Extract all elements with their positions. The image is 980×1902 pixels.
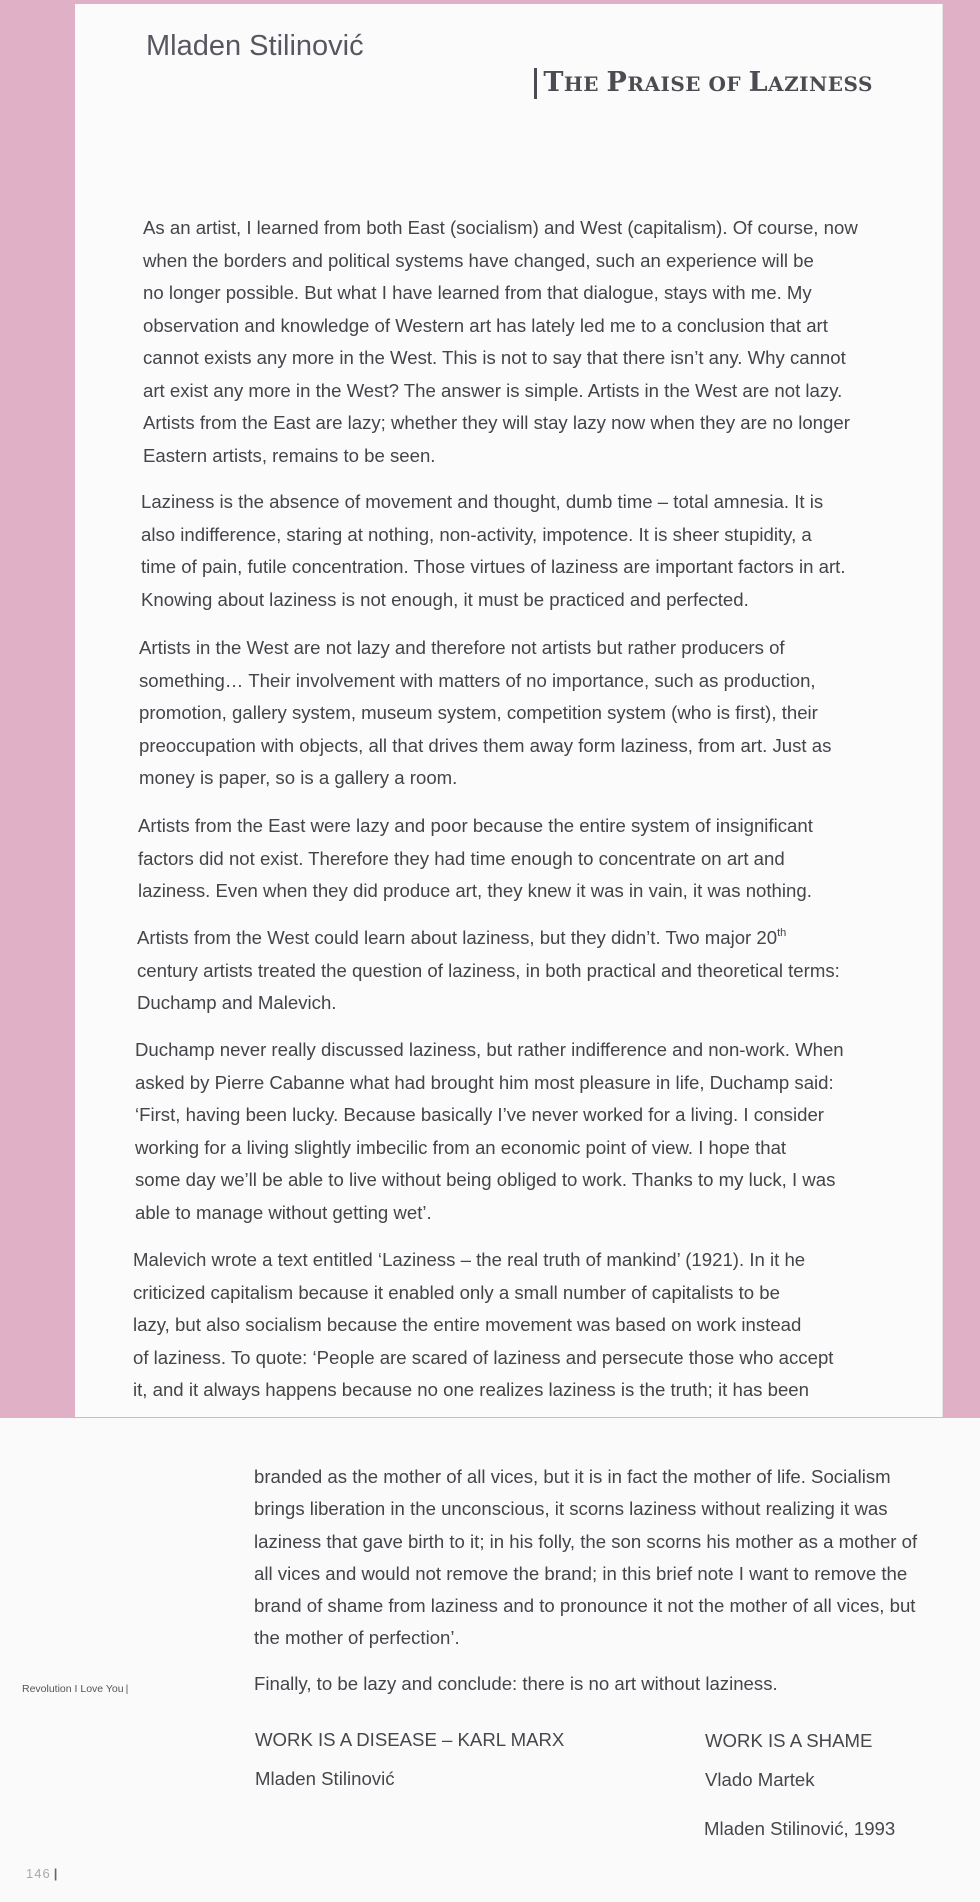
author-name: Mladen Stilinović [146,30,364,62]
paragraph-1: As an artist, I learned from both East (socialism) and West (capitalism). Of course, now when the borders and political systems have changed, such an experience will be no longer possible. But what I have learned from that dialogue, stays with me. My observation and knowledge of Western art has lately led me to a conclusion that art cannot exists any more in the West. This is not to say that there isn’t any. Why cannot art exist any more in the West? The answer is simple. Artists in the West are not lazy. Artists from the East are lazy; whether they will stay lazy now when they are no longer Eastern artists, remains to be seen. [143,217,858,466]
signature: Mladen Stilinović, 1993 [704,1818,896,1839]
page-number: 146 | [26,1866,59,1881]
paragraph-4: Artists from the East were lazy and poor because the entire system of insignificant factors did not exist. Therefore they had time enough to concentrate on art and laziness. Even when they did produce art, they knew it was in vain, it was nothing. [138,815,813,901]
paragraph-7: Malevich wrote a text entitled ‘Laziness – the real truth of mankind’ (1921). In it he criticized capitalism because it enabled only a small number of capitalists to be lazy, but also socialism because the entire movement was based on work instead of laziness. To quote: ‘People are scared of laziness and persecute those who accept it, and it always happens because no one realizes laziness is the truth; it has been [133,1249,834,1400]
slogan-left-author: Mladen Stilinović [255,1768,395,1789]
slogan-right-author: Vlado Martek [705,1769,815,1790]
paragraph-6: Duchamp never really discussed laziness, but rather indifference and non-work. When asked by Pierre Cabanne what had brought him most pleasure in life, Duchamp said: ‘First, having been lucky. Because basically I’ve never worked for a living. I consider working for a living slightly imbecilic from an economic point of view. I hope that some day we’ll be able to live without being obliged to work. Thanks to my luck, I was able to manage without getting wet’. [135,1039,844,1223]
slogan-left-title: WORK IS A DISEASE – KARL MARX [255,1729,565,1750]
paragraph-5: Artists from the West could learn about laziness, but they didn’t. Two major 20th century artists treated the question of laziness, in both practical and theoretical terms: Duchamp and Malevich. [137,927,840,1013]
slogan-right-title: WORK IS A SHAME [705,1730,873,1751]
final-line: Finally, to be lazy and conclude: there is no art without laziness. [254,1673,778,1694]
running-title: Revolution I Love You | [22,1683,129,1695]
continuation-paragraph: branded as the mother of all vices, but it is in fact the mother of life. Socialism brings liberation in the unconscious, it scorns laziness without realizing it was laziness that gave birth to it; in his folly, the son scorns his mother as a mother of all vices and would not remove the brand; in this brief note I want to remove the brand of shame from laziness and to pronounce it not the mother of all vices, but the mother of perfection’. [254,1466,918,1649]
essay-title: THE PRAISE OF LAZINESS [534,68,873,99]
paragraph-3: Artists in the West are not lazy and therefore not artists but rather producers of something… Their involvement with matters of no importance, such as production, promotion, gallery system, museum system, competition system (who is first), their preoccupation with objects, all that drives them away form laziness, from art. Just as money is paper, so is a gallery a room. [139,637,832,788]
paragraph-2: Laziness is the absence of movement and thought, dumb time – total amnesia. It is also indifference, staring at nothing, non-activity, impotence. It is sheer stupidity, a time of pain, futile concentration. Those virtues of laziness are important factors in art. Knowing about laziness is not enough, it must be practiced and perfected. [141,491,846,610]
